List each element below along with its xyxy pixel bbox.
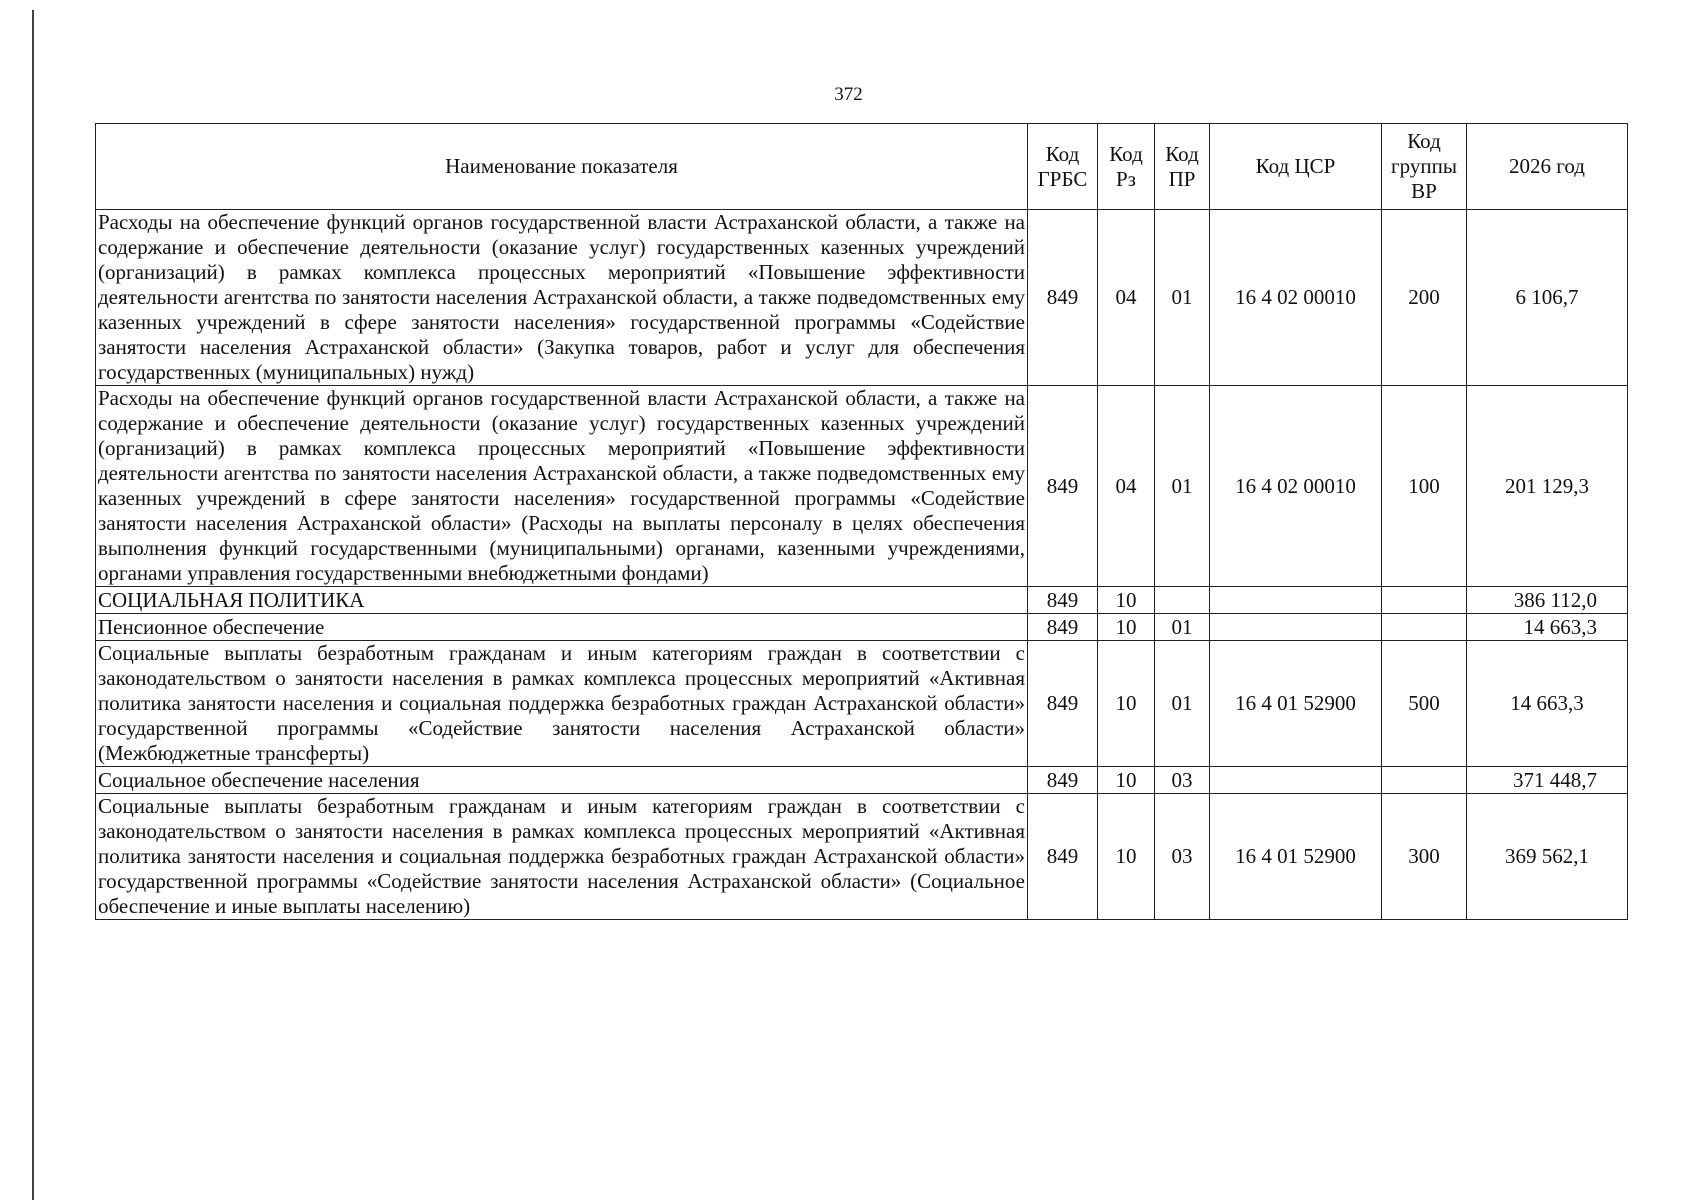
row-csr: 16 4 02 00010 — [1210, 210, 1382, 386]
table-row — [96, 210, 1628, 386]
page-number: 372 — [834, 84, 863, 105]
table-row — [96, 587, 1628, 614]
row-vr — [1382, 614, 1467, 641]
row-rz: 10 — [1098, 767, 1155, 794]
row-rz: 04 — [1098, 386, 1155, 587]
row-rz: 10 — [1098, 614, 1155, 641]
table-row — [96, 641, 1628, 767]
header-pr: Код ПР — [1155, 124, 1210, 210]
row-name: Социальное обеспечение населения — [96, 767, 1028, 794]
table-header-row — [96, 124, 1628, 210]
table-row — [96, 767, 1628, 794]
table-row — [96, 614, 1628, 641]
row-rz: 10 — [1098, 641, 1155, 767]
row-grbs: 849 — [1028, 794, 1098, 920]
header-year: 2026 год — [1467, 124, 1628, 210]
row-name: Пенсионное обеспечение — [96, 614, 1028, 641]
row-csr — [1210, 587, 1382, 614]
row-amount: 6 106,7 — [1467, 210, 1628, 386]
row-amount: 14 663,3 — [1467, 614, 1628, 641]
row-amount: 14 663,3 — [1467, 641, 1628, 767]
row-csr — [1210, 614, 1382, 641]
header-grbs: Код ГРБС — [1028, 124, 1098, 210]
row-pr: 01 — [1155, 386, 1210, 587]
row-grbs: 849 — [1028, 386, 1098, 587]
row-amount: 386 112,0 — [1467, 587, 1628, 614]
row-pr: 01 — [1155, 614, 1210, 641]
header-vr: Код группы ВР — [1382, 124, 1467, 210]
row-vr: 300 — [1382, 794, 1467, 920]
row-vr: 200 — [1382, 210, 1467, 386]
table-row — [96, 794, 1628, 920]
row-vr — [1382, 767, 1467, 794]
row-csr: 16 4 01 52900 — [1210, 641, 1382, 767]
row-grbs: 849 — [1028, 210, 1098, 386]
row-name: Социальные выплаты безработным гражданам и иным категориям граждан в соответствии с законодательством о занятости населения в рамках комплекса процессных мероприятий «Активная политика занятости населения и социальная поддержка безработных граждан Астраханской области» государственной программы «Содействие занятости населения Астраханской области» (Межбюджетные трансферты) — [96, 641, 1028, 767]
row-pr: 01 — [1155, 641, 1210, 767]
row-rz: 10 — [1098, 587, 1155, 614]
row-amount: 371 448,7 — [1467, 767, 1628, 794]
row-csr: 16 4 02 00010 — [1210, 386, 1382, 587]
row-name: СОЦИАЛЬНАЯ ПОЛИТИКА — [96, 587, 1028, 614]
row-grbs: 849 — [1028, 587, 1098, 614]
header-name: Наименование показателя — [96, 124, 1028, 210]
row-vr: 500 — [1382, 641, 1467, 767]
header-rz: Код Рз — [1098, 124, 1155, 210]
row-pr — [1155, 587, 1210, 614]
table-row — [96, 386, 1628, 587]
row-rz: 10 — [1098, 794, 1155, 920]
row-name: Расходы на обеспечение функций органов государственной власти Астраханской области, а также на содержание и обеспечение деятельности (оказание услуг) государственных казенных учреждений (организаций) в рамках комплекса процессных мероприятий «Повышение эффективности деятельности агентства по занятости населения Астраханской области, а также подведомственных ему казенных учреждений в сфере занятости населения» государственной программы «Содействие занятости населения Астраханской области» (Расходы на выплаты персоналу в целях обеспечения выполнения функций государственными (муниципальными) органами, казенными учреждениями, органами управления государственными внебюджетными фондами) — [96, 386, 1028, 587]
row-vr — [1382, 587, 1467, 614]
row-csr: 16 4 01 52900 — [1210, 794, 1382, 920]
row-amount: 369 562,1 — [1467, 794, 1628, 920]
row-grbs: 849 — [1028, 641, 1098, 767]
row-name: Расходы на обеспечение функций органов государственной власти Астраханской области, а также на содержание и обеспечение деятельности (оказание услуг) государственных казенных учреждений (организаций) в рамках комплекса процессных мероприятий «Повышение эффективности деятельности агентства по занятости населения Астраханской области, а также подведомственных ему казенных учреждений в сфере занятости населения» государственной программы «Содействие занятости населения Астраханской области» (Закупка товаров, работ и услуг для обеспечения государственных (муниципальных) нужд) — [96, 210, 1028, 386]
row-grbs: 849 — [1028, 614, 1098, 641]
row-pr: 03 — [1155, 794, 1210, 920]
budget-table — [95, 123, 1628, 920]
row-name: Социальные выплаты безработным гражданам и иным категориям граждан в соответствии с законодательством о занятости населения в рамках комплекса процессных мероприятий «Активная политика занятости населения и социальная поддержка безработных граждан Астраханской области» государственной программы «Содействие занятости населения Астраханской области» (Социальное обеспечение и иные выплаты населению) — [96, 794, 1028, 920]
row-pr: 01 — [1155, 210, 1210, 386]
row-pr: 03 — [1155, 767, 1210, 794]
row-rz: 04 — [1098, 210, 1155, 386]
row-amount: 201 129,3 — [1467, 386, 1628, 587]
row-csr — [1210, 767, 1382, 794]
header-csr: Код ЦСР — [1210, 124, 1382, 210]
scan-edge-line — [32, 10, 34, 1200]
row-grbs: 849 — [1028, 767, 1098, 794]
row-vr: 100 — [1382, 386, 1467, 587]
